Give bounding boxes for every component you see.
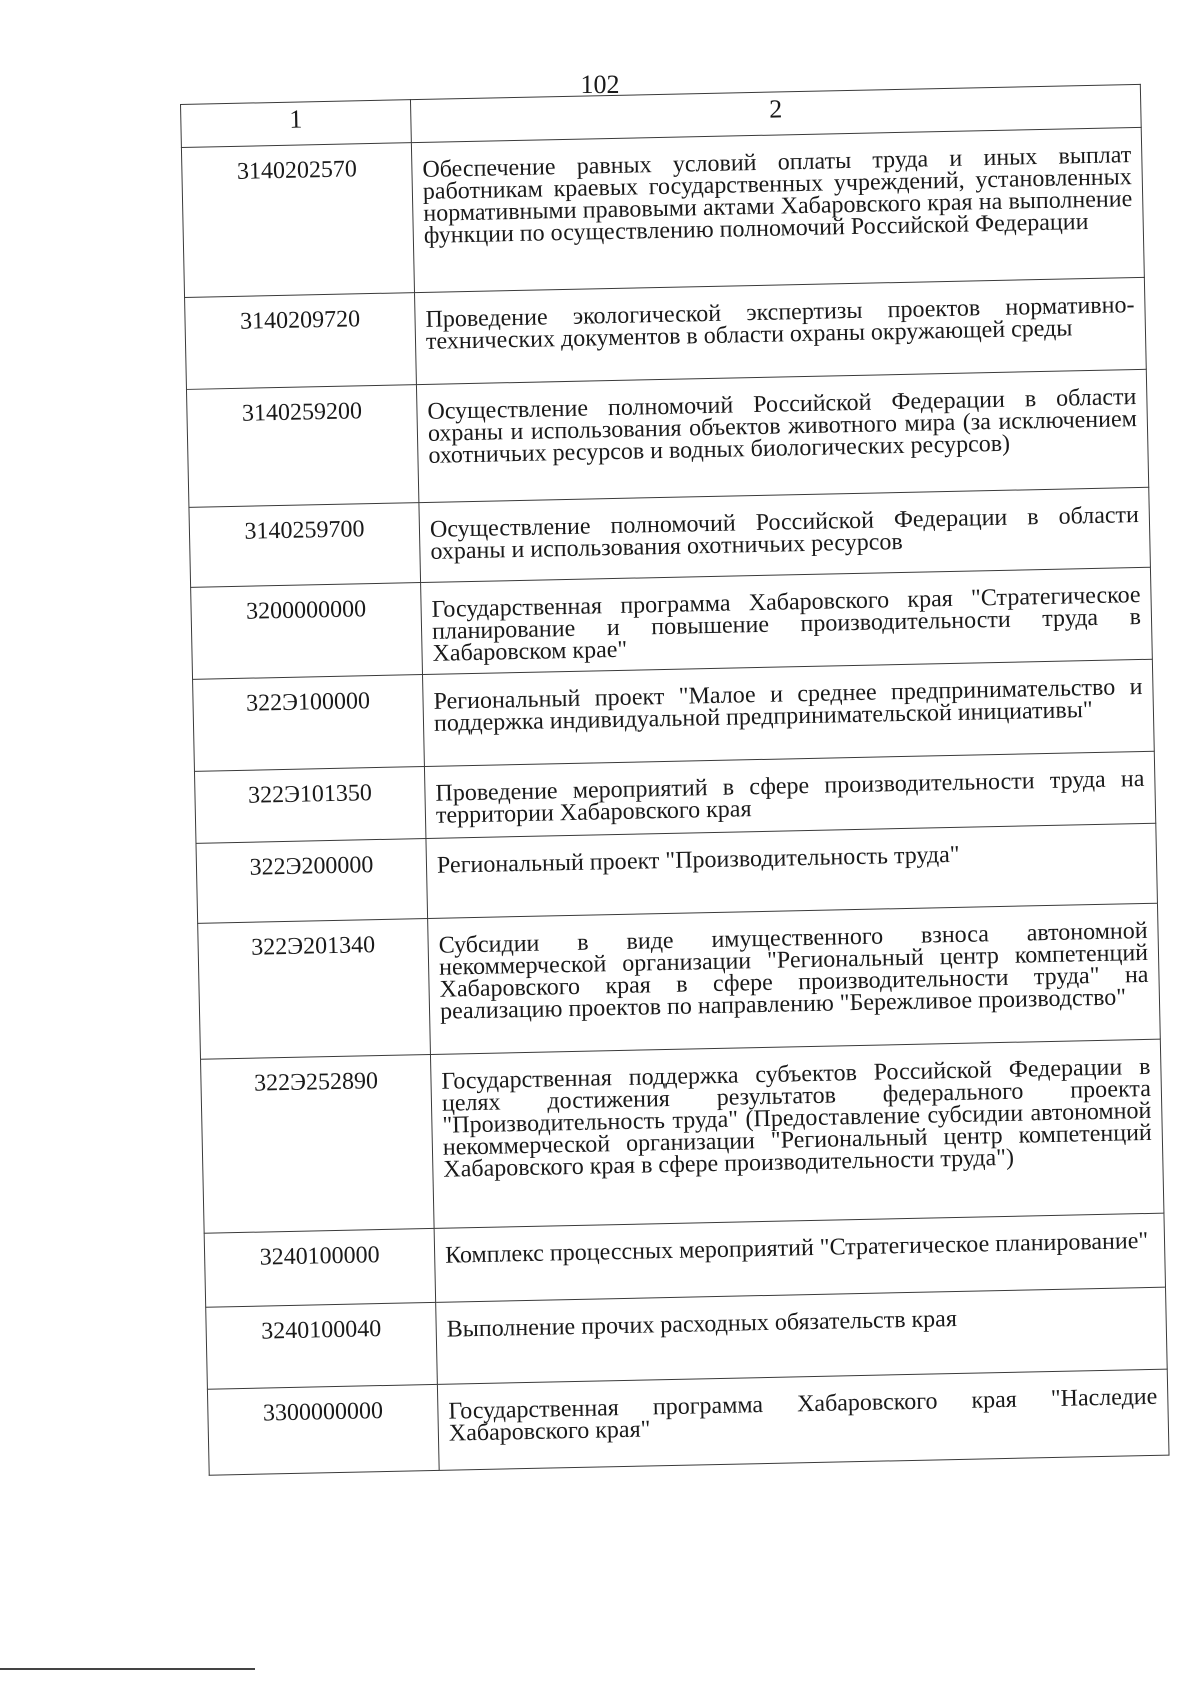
- row-description: Региональный проект "Производительность труда": [426, 823, 1158, 918]
- row-description: Осуществление полномочий Российской Федерации в области охраны и использования охотничьих ресурсов: [419, 487, 1151, 582]
- table-row: [201, 1039, 1164, 1233]
- column-header-name: 2: [410, 84, 1141, 142]
- row-code: 3140202570: [181, 143, 414, 298]
- page-number: 102: [580, 70, 620, 99]
- row-description: Выполнение прочих расходных обязательств края: [436, 1287, 1168, 1384]
- table-row: [186, 369, 1148, 507]
- row-description: Субсидии в виде имущественного взноса автономной некоммерческой организации "Региональный центр компетенций Хабаровского края в сфере производительности труда" на реализацию проектов по направлению "Бережливое производство": [428, 903, 1161, 1054]
- row-code: 322Э200000: [196, 839, 428, 924]
- footnote-divider: [0, 1668, 255, 1670]
- column-header-code: 1: [181, 100, 412, 148]
- row-code: 3240100040: [206, 1302, 438, 1389]
- table-row: [181, 127, 1144, 297]
- row-description: Комплекс процессных мероприятий "Стратегическое планирование": [434, 1213, 1165, 1302]
- row-description: Осуществление полномочий Российской Федерации в области охраны и использования объектов животного мира (за исключением охотничьих ресурсов и водных биологических ресурсов): [416, 369, 1148, 502]
- row-description: Государственная программа Хабаровского края "Наследие Хабаровского края": [437, 1369, 1169, 1470]
- row-code: 3200000000: [191, 583, 423, 680]
- row-code: 322Э100000: [193, 675, 425, 772]
- row-description: Обеспечение равных условий оплаты труда и иных выплат работникам краевых государственных учреждений, установленных нормативными правовыми актами Хабаровского края на выполнение функции по осуществлению полномочий Российской Федерации: [411, 127, 1144, 292]
- row-description: Государственная программа Хабаровского края "Стратегическое планирование и повышение производительности труда в Хабаровском крае": [421, 567, 1153, 674]
- row-code: 3240100000: [204, 1228, 435, 1307]
- row-code: 322Э101350: [194, 767, 425, 844]
- row-description: Проведение экологической экспертизы проектов нормативно-технических документов в области охраны окружающей среды: [415, 277, 1147, 384]
- table-row: [198, 903, 1161, 1059]
- classification-table: [180, 84, 1170, 1476]
- row-code: 3140259200: [186, 385, 418, 508]
- row-description: Проведение мероприятий в сфере производительности труда на территории Хабаровского края: [424, 751, 1155, 838]
- row-code: 3300000000: [207, 1384, 439, 1475]
- row-description: Региональный проект "Малое и среднее предпринимательство и поддержка индивидуальной предпринимательской инициативы": [423, 659, 1155, 766]
- row-code: 322Э201340: [198, 918, 431, 1059]
- row-code: 322Э252890: [201, 1054, 435, 1233]
- row-code: 3140209720: [185, 293, 417, 390]
- row-description: Государственная поддержка субъектов Российской Федерации в целях достижения результатов федерального проекта "Производительность труда" (Предоставление субсидии автономной некоммерческой организации "Региональный центр компетенций Хабаровского края в сфере производительности труда"): [430, 1039, 1163, 1228]
- row-code: 3140259700: [189, 503, 421, 588]
